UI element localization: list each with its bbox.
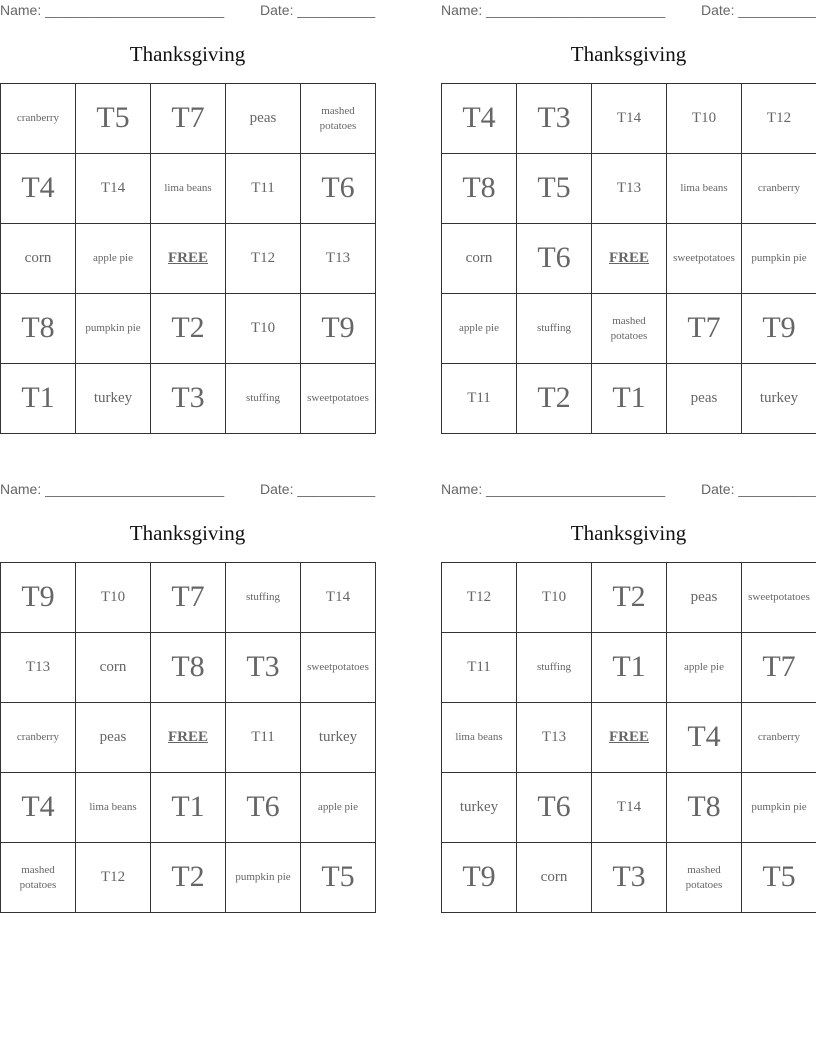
bingo-cell: turkey (742, 364, 816, 434)
bingo-cell: stuffing (517, 294, 592, 364)
bingo-cell: T2 (151, 843, 226, 913)
bingo-grid (441, 83, 816, 434)
bingo-cell: lima beans (667, 154, 742, 224)
bingo-cell: lima beans (151, 154, 226, 224)
bingo-cell: T3 (151, 364, 226, 434)
name-date-line (0, 481, 375, 499)
bingo-cell: pumpkin pie (76, 294, 151, 364)
bingo-cell: T8 (151, 633, 226, 703)
free-space: FREE (151, 224, 226, 294)
bingo-cell: pumpkin pie (226, 843, 301, 913)
bingo-cell: peas (667, 563, 742, 633)
date-field-label: Date: __________ (260, 2, 376, 18)
name-date-line (441, 481, 816, 499)
bingo-cell: T7 (742, 633, 816, 703)
bingo-cell: sweetpotatoes (301, 633, 376, 703)
bingo-cell: turkey (442, 773, 517, 843)
date-field-label: Date: __________ (701, 2, 816, 18)
bingo-cell: T14 (592, 773, 667, 843)
bingo-cell: T4 (442, 84, 517, 154)
bingo-cell: T9 (742, 294, 816, 364)
bingo-cell: T2 (151, 294, 226, 364)
bingo-cell: T8 (667, 773, 742, 843)
name-date-line (441, 2, 816, 20)
bingo-cell: T13 (592, 154, 667, 224)
bingo-cell: turkey (301, 703, 376, 773)
free-space: FREE (151, 703, 226, 773)
bingo-cell: T7 (151, 84, 226, 154)
bingo-cell: mashed potatoes (667, 843, 742, 913)
bingo-cell: T13 (301, 224, 376, 294)
bingo-cell: corn (442, 224, 517, 294)
bingo-cell: T3 (517, 84, 592, 154)
card-title: Thanksgiving (570, 42, 687, 66)
bingo-cell: cranberry (742, 154, 816, 224)
bingo-cell: T7 (151, 563, 226, 633)
bingo-cell: lima beans (442, 703, 517, 773)
bingo-cell: T14 (301, 563, 376, 633)
free-space: FREE (592, 224, 667, 294)
card-title: Thanksgiving (570, 521, 687, 545)
bingo-cell: stuffing (226, 364, 301, 434)
bingo-card (441, 0, 816, 435)
bingo-cell: T12 (226, 224, 301, 294)
bingo-cell: T10 (76, 563, 151, 633)
bingo-cell: T4 (1, 154, 76, 224)
card-title: Thanksgiving (129, 521, 246, 545)
bingo-cell: T5 (517, 154, 592, 224)
bingo-cell: T14 (592, 84, 667, 154)
bingo-card (441, 479, 816, 914)
bingo-cell: T9 (1, 563, 76, 633)
bingo-cell: mashed potatoes (592, 294, 667, 364)
name-field-label: Name: _______________________ (441, 481, 666, 497)
bingo-grid (0, 83, 376, 434)
bingo-cell: T5 (301, 843, 376, 913)
name-field-label: Name: _______________________ (0, 2, 225, 18)
bingo-cell: stuffing (226, 563, 301, 633)
bingo-cell: T11 (442, 364, 517, 434)
bingo-cell: T12 (442, 563, 517, 633)
name-field-label: Name: _______________________ (441, 2, 666, 18)
bingo-cell: cranberry (742, 703, 816, 773)
bingo-cell: T10 (517, 563, 592, 633)
bingo-cell: T11 (226, 703, 301, 773)
date-field-label: Date: __________ (701, 481, 816, 497)
bingo-cell: turkey (76, 364, 151, 434)
bingo-cell: T1 (151, 773, 226, 843)
bingo-cell: T1 (592, 633, 667, 703)
bingo-card (0, 0, 375, 435)
bingo-cell: T6 (226, 773, 301, 843)
bingo-cell: T10 (226, 294, 301, 364)
bingo-cell: corn (517, 843, 592, 913)
bingo-cell: T12 (76, 843, 151, 913)
bingo-cell: T4 (667, 703, 742, 773)
bingo-cell: T6 (517, 224, 592, 294)
bingo-cell: stuffing (517, 633, 592, 703)
card-title: Thanksgiving (129, 42, 246, 66)
bingo-cell: T13 (517, 703, 592, 773)
bingo-cell: T1 (1, 364, 76, 434)
bingo-cell: T5 (742, 843, 816, 913)
bingo-cell: T2 (517, 364, 592, 434)
bingo-cell: T5 (76, 84, 151, 154)
bingo-cell: pumpkin pie (742, 224, 816, 294)
bingo-cell: T10 (667, 84, 742, 154)
bingo-cell: T2 (592, 563, 667, 633)
date-field-label: Date: __________ (260, 481, 376, 497)
bingo-cell: cranberry (1, 703, 76, 773)
bingo-cell: apple pie (442, 294, 517, 364)
bingo-card (0, 479, 375, 914)
bingo-cell: T7 (667, 294, 742, 364)
bingo-grid (441, 562, 816, 913)
bingo-cell: T9 (301, 294, 376, 364)
bingo-cell: T13 (1, 633, 76, 703)
bingo-cell: T9 (442, 843, 517, 913)
bingo-cell: apple pie (667, 633, 742, 703)
bingo-cell: mashed potatoes (301, 84, 376, 154)
bingo-cell: T8 (442, 154, 517, 224)
bingo-cell: corn (76, 633, 151, 703)
bingo-cell: corn (1, 224, 76, 294)
bingo-cell: T4 (1, 773, 76, 843)
bingo-cell: T6 (301, 154, 376, 224)
free-space: FREE (592, 703, 667, 773)
bingo-cell: peas (667, 364, 742, 434)
bingo-cell: apple pie (301, 773, 376, 843)
bingo-cell: sweetpotatoes (301, 364, 376, 434)
name-date-line (0, 2, 375, 20)
bingo-cell: cranberry (1, 84, 76, 154)
bingo-cell: apple pie (76, 224, 151, 294)
bingo-cell: peas (226, 84, 301, 154)
bingo-grid (0, 562, 376, 913)
bingo-cell: T11 (442, 633, 517, 703)
bingo-cell: T11 (226, 154, 301, 224)
bingo-cell: peas (76, 703, 151, 773)
bingo-cell: T12 (742, 84, 816, 154)
bingo-cell: lima beans (76, 773, 151, 843)
bingo-cell: T8 (1, 294, 76, 364)
bingo-cell: T3 (592, 843, 667, 913)
bingo-cell: sweetpotatoes (742, 563, 816, 633)
bingo-cell: sweetpotatoes (667, 224, 742, 294)
bingo-cell: T6 (517, 773, 592, 843)
bingo-cell: T14 (76, 154, 151, 224)
bingo-cell: mashed potatoes (1, 843, 76, 913)
bingo-cell: pumpkin pie (742, 773, 816, 843)
bingo-cell: T1 (592, 364, 667, 434)
bingo-cell: T3 (226, 633, 301, 703)
name-field-label: Name: _______________________ (0, 481, 225, 497)
